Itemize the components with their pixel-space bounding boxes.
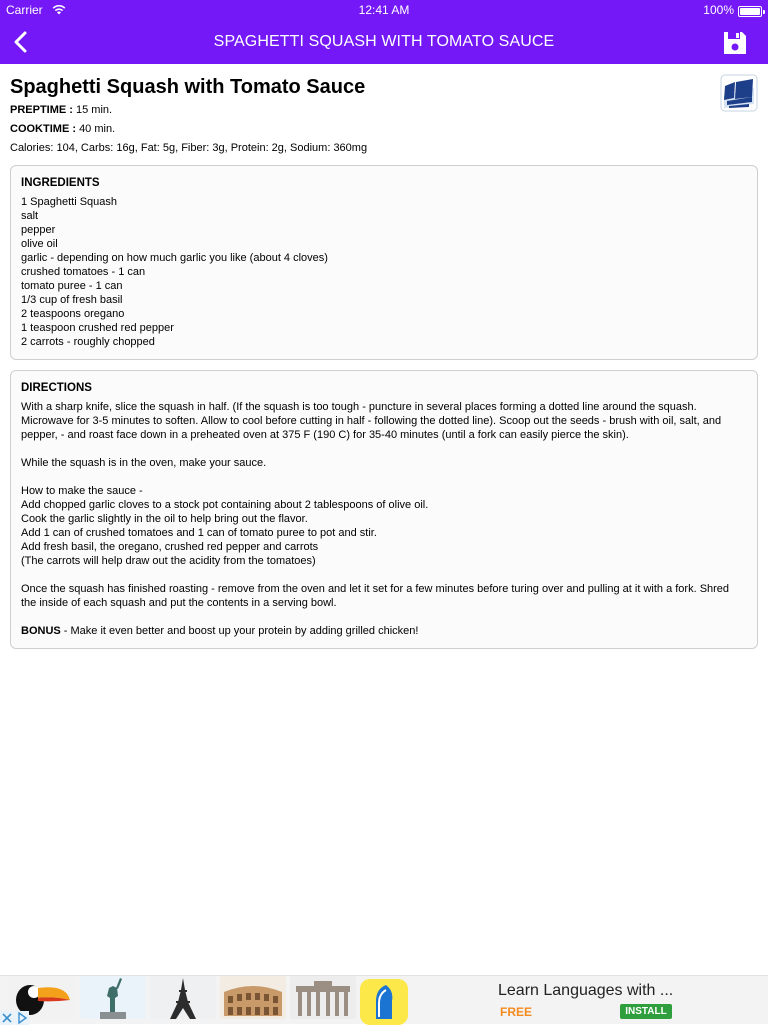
colosseum-image xyxy=(220,976,286,1019)
battery-percent: 100% xyxy=(703,3,734,17)
header xyxy=(0,0,768,64)
language-app-icon[interactable] xyxy=(360,979,408,1025)
ad-choices-icon[interactable] xyxy=(15,1011,29,1025)
ingredient-item: 2 carrots - roughly chopped xyxy=(21,336,155,348)
battery-icon xyxy=(738,6,762,17)
ingredient-item: tomato puree - 1 can xyxy=(21,280,123,292)
directions-bonus xyxy=(21,624,747,638)
nav-title: SPAGHETTI SQUASH WITH TOMATO SAUCE xyxy=(213,33,555,50)
ingredient-item: 1/3 cup of fresh basil xyxy=(21,294,123,306)
sauce-line: (The carrots will help draw out the acidity from the tomatoes) xyxy=(21,555,316,567)
directions-step-sauce-intro: While the squash is in the oven, make your sauce. xyxy=(21,457,267,469)
status-time: 12:41 AM xyxy=(358,3,410,17)
sauce-line: How to make the sauce - xyxy=(21,485,143,497)
ingredients-heading: INGREDIENTS xyxy=(21,177,100,189)
24-day-challenge-badge xyxy=(720,74,758,112)
close-icon[interactable] xyxy=(0,1011,14,1025)
ingredient-item: olive oil xyxy=(21,238,58,250)
statue-of-liberty-image xyxy=(80,976,146,1019)
ingredient-item: salt xyxy=(21,210,39,222)
cooktime-label: COOKTIME : xyxy=(10,123,76,135)
bonus-text: - Make it even better and boost up your protein by adding grilled chicken! xyxy=(60,625,419,637)
eiffel-tower-image xyxy=(150,976,216,1019)
cooktime-value: 40 min. xyxy=(79,123,116,135)
directions-box xyxy=(10,370,758,649)
ingredient-item: garlic - depending on how much garlic you like (about 4 cloves) xyxy=(21,252,328,264)
ingredients-list xyxy=(21,195,747,349)
bonus-label: BONUS xyxy=(21,625,61,637)
brandenburg-gate-image xyxy=(290,976,356,1019)
floppy-disk-icon[interactable] xyxy=(722,30,748,56)
sauce-line: Add 1 can of crushed tomatoes and 1 can of tomato puree to pot and stir. xyxy=(21,527,377,539)
sauce-line: Cook the garlic slightly in the oil to help bring out the flavor. xyxy=(21,513,308,525)
sauce-instructions xyxy=(21,484,747,568)
cooktime xyxy=(10,122,758,136)
ad-title[interactable]: Learn Languages with ... xyxy=(498,982,674,999)
preptime xyxy=(10,103,758,117)
ingredient-item: 1 Spaghetti Squash xyxy=(21,196,118,208)
preptime-label: PREPTIME : xyxy=(10,104,73,116)
status-bar xyxy=(0,0,768,20)
carrier-label: Carrier xyxy=(6,3,43,17)
directions-step-roast: With a sharp knife, slice the squash in half. (If the squash is too tough - puncture in several places forming a dotted line around the squash. Microwave for 3-5 minutes to soften. Allow to cool before cutting in half - following the dotted line). Scoop out the seeds - brush with oil, salt, and pepper, - and roast face down in a preheated oven at 375 F (190 C) for 35-40 minutes (until a fork can easily pierce the skin). xyxy=(21,401,722,441)
recipe-content xyxy=(10,64,758,649)
nutrition-info: Calories: 104, Carbs: 16g, Fat: 5g, Fiber: 3g, Protein: 2g, Sodium: 360mg xyxy=(10,142,368,154)
ingredients-box xyxy=(10,165,758,360)
directions-step-shred: Once the squash has finished roasting - remove from the oven and let it set for a few minutes before turing over and pulling at it with a fork. Shred the inside of each squash and put the contents in a serving bowl. xyxy=(21,583,730,609)
ad-banner[interactable] xyxy=(0,975,768,1024)
sauce-line: Add fresh basil, the oregano, crushed red pepper and carrots xyxy=(21,541,319,553)
recipe-title: Spaghetti Squash with Tomato Sauce xyxy=(10,76,366,98)
sauce-line: Add chopped garlic cloves to a stock pot containing about 2 tablespoons of olive oil. xyxy=(21,499,429,511)
directions-heading: DIRECTIONS xyxy=(21,382,92,394)
chevron-left-icon[interactable] xyxy=(8,28,36,56)
ingredient-item: 1 teaspoon crushed red pepper xyxy=(21,322,174,334)
ingredient-item: crushed tomatoes - 1 can xyxy=(21,266,146,278)
ad-price: FREE xyxy=(500,1005,533,1019)
ad-install-button[interactable]: INSTALL xyxy=(620,1004,672,1019)
preptime-value: 15 min. xyxy=(76,104,113,116)
ingredient-item: pepper xyxy=(21,224,56,236)
navbar xyxy=(0,20,768,64)
ingredient-item: 2 teaspoons oregano xyxy=(21,308,125,320)
